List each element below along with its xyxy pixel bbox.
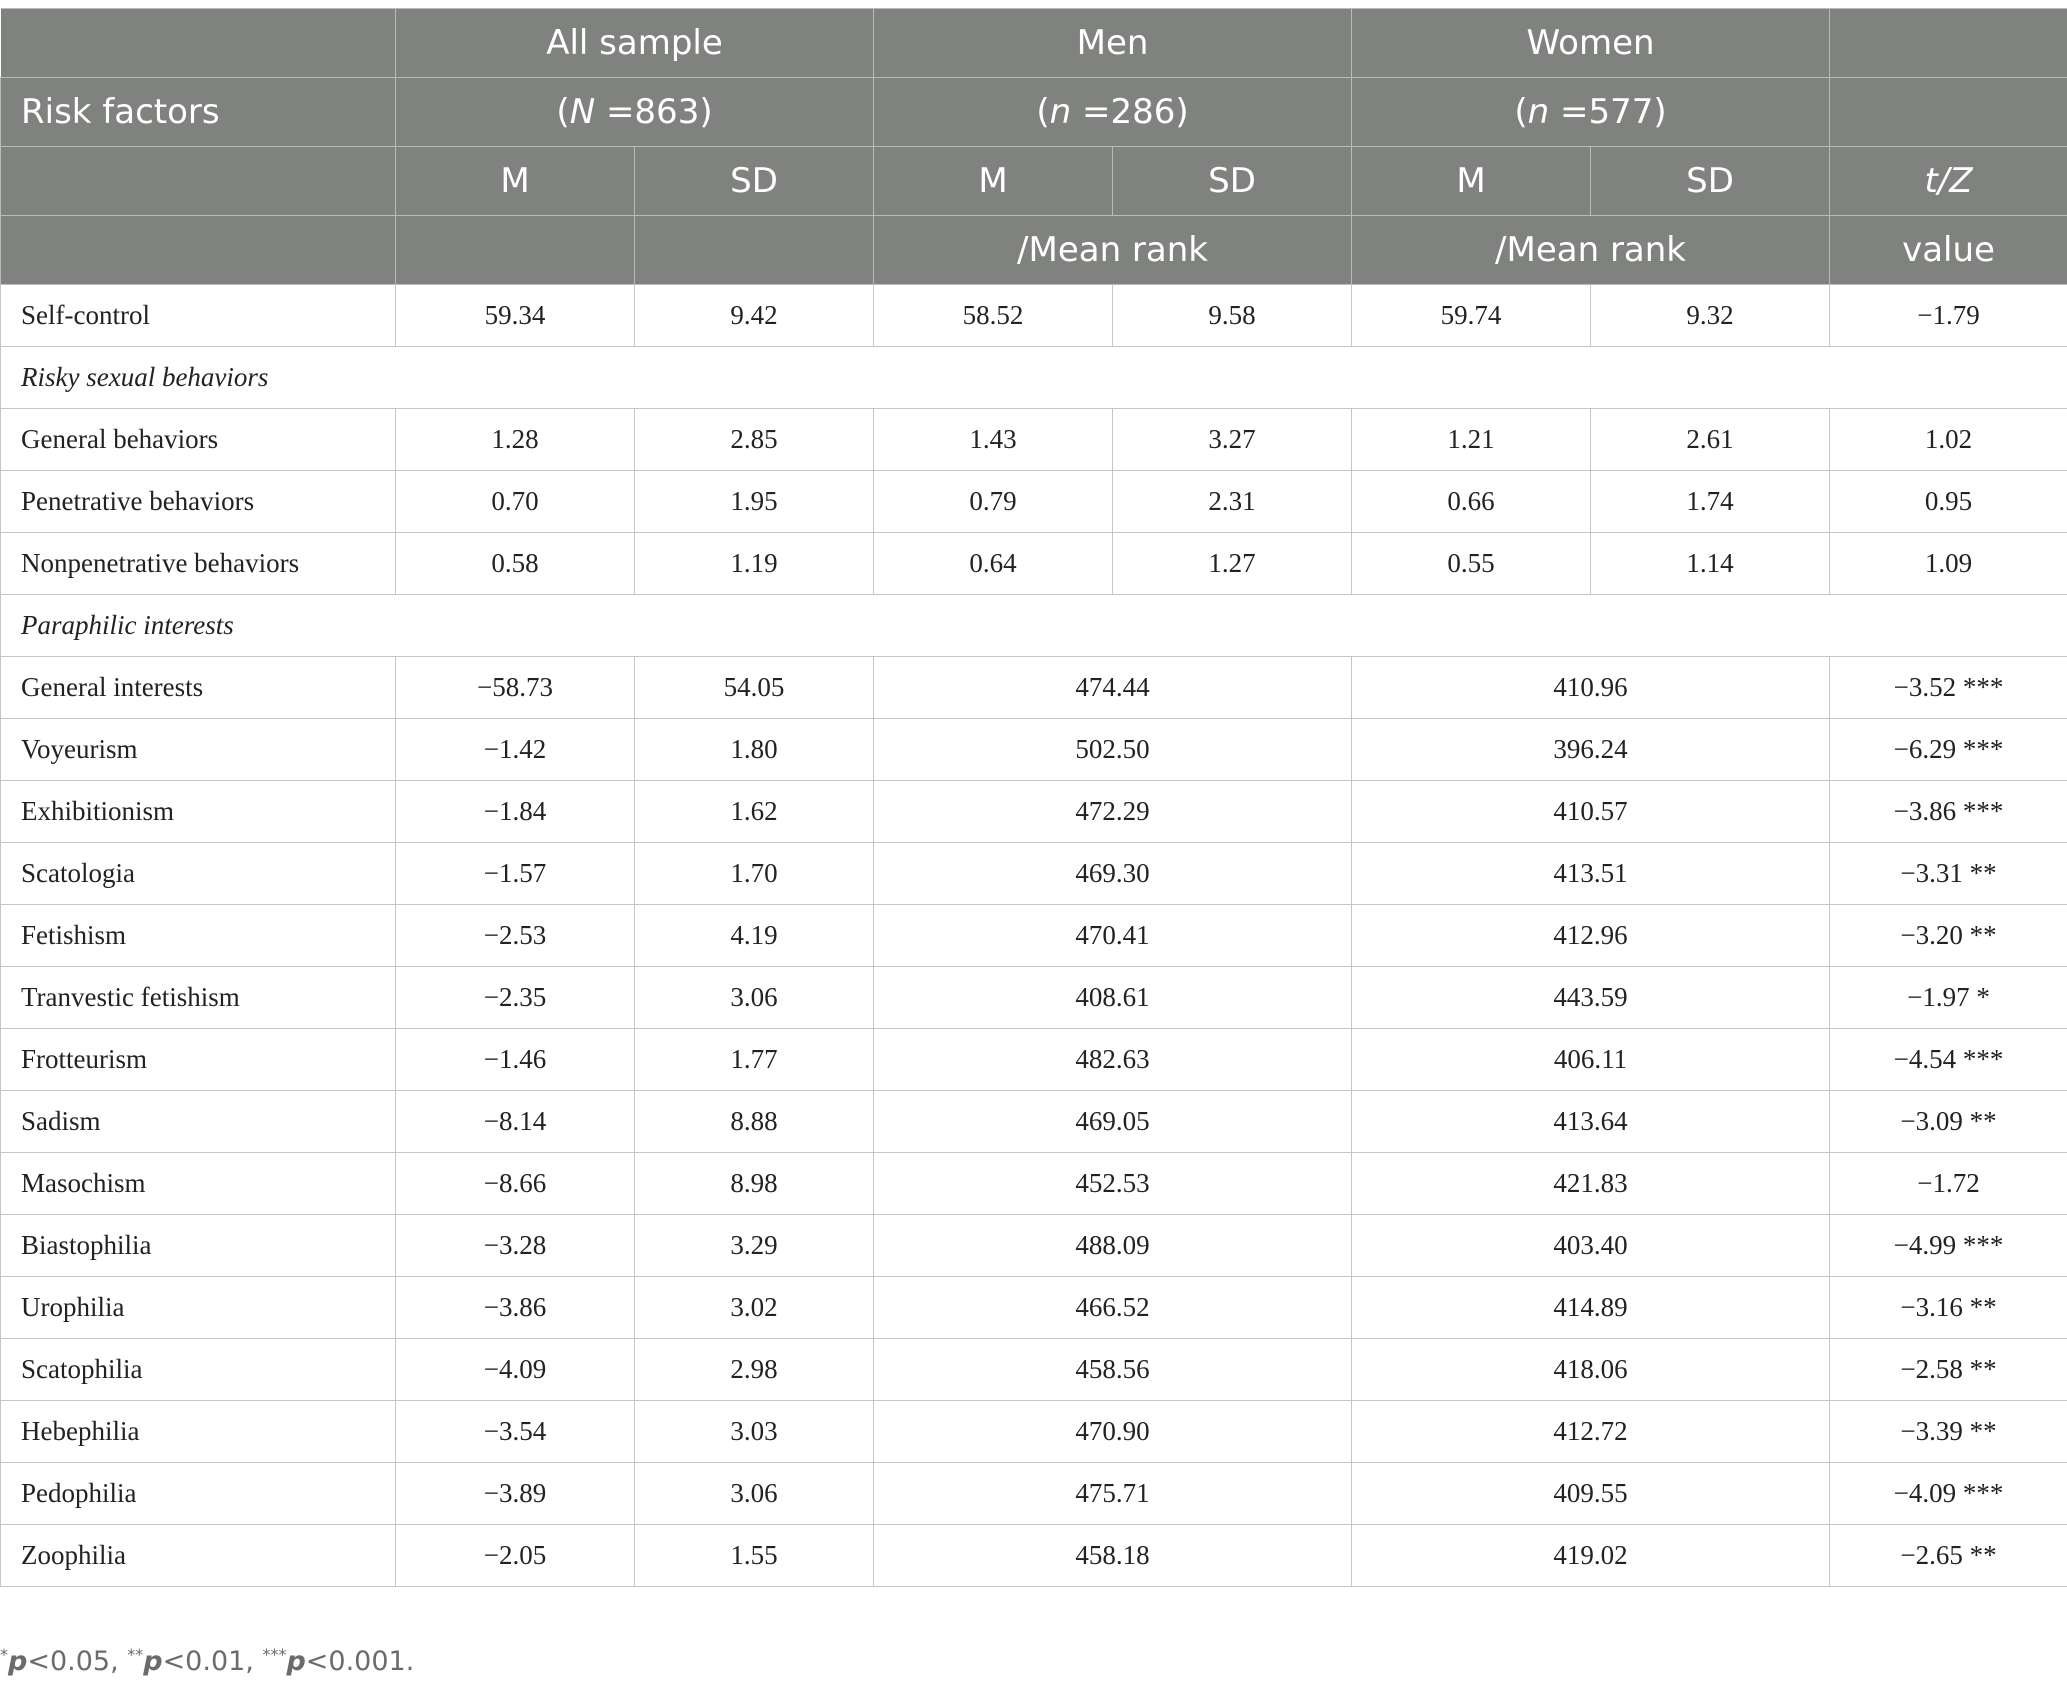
cell: 3.03 [635, 1401, 874, 1463]
header-blank-4 [1, 216, 396, 285]
header-all-sample: All sample [396, 9, 874, 78]
cell: −2.65 ** [1830, 1525, 2067, 1587]
cell: 482.63 [874, 1029, 1352, 1091]
footnote-text: <0.01, [162, 1646, 263, 1677]
cell: −1.46 [396, 1029, 635, 1091]
cell: −3.52 *** [1830, 657, 2067, 719]
cell: 466.52 [874, 1277, 1352, 1339]
cell: 1.09 [1830, 533, 2067, 595]
footnote-p: p [143, 1646, 163, 1677]
cell: 1.77 [635, 1029, 874, 1091]
header-women-n: (n =577) [1352, 78, 1830, 147]
table-row [1, 1525, 2067, 1587]
row-label: Pedophilia [1, 1463, 396, 1525]
header-men: Men [874, 9, 1352, 78]
cell: −3.86 [396, 1277, 635, 1339]
row-label: Fetishism [1, 905, 396, 967]
cell: 1.74 [1591, 471, 1830, 533]
cell: 59.74 [1352, 285, 1591, 347]
row-label: Urophilia [1, 1277, 396, 1339]
header-men-n: (n =286) [874, 78, 1352, 147]
cell: 0.95 [1830, 471, 2067, 533]
row-label: Frotteurism [1, 1029, 396, 1091]
cell: 4.19 [635, 905, 874, 967]
cell: 410.96 [1352, 657, 1830, 719]
cell: 452.53 [874, 1153, 1352, 1215]
row-label: Zoophilia [1, 1525, 396, 1587]
cell: 458.18 [874, 1525, 1352, 1587]
cell: 1.80 [635, 719, 874, 781]
table-row [1, 471, 2067, 533]
cell: 403.40 [1352, 1215, 1830, 1277]
row-label: Self-control [1, 285, 396, 347]
cell: −1.97 * [1830, 967, 2067, 1029]
n-value: =286 [1082, 92, 1176, 132]
header-blank-4c [635, 216, 874, 285]
cell: 421.83 [1352, 1153, 1830, 1215]
row-label: Masochism [1, 1153, 396, 1215]
header-all-sample-n: (N =863) [396, 78, 874, 147]
cell: 8.98 [635, 1153, 874, 1215]
header-risk-factors: Risk factors [1, 78, 396, 147]
cell: 458.56 [874, 1339, 1352, 1401]
cell: 408.61 [874, 967, 1352, 1029]
cell: 470.41 [874, 905, 1352, 967]
cell: 3.29 [635, 1215, 874, 1277]
cell: −3.09 ** [1830, 1091, 2067, 1153]
cell: 0.66 [1352, 471, 1591, 533]
cell: −3.28 [396, 1215, 635, 1277]
header-women: Women [1352, 9, 1830, 78]
row-label: Nonpenetrative behaviors [1, 533, 396, 595]
table-row [1, 1153, 2067, 1215]
n-value: =863 [605, 92, 700, 132]
table-row [1, 781, 2067, 843]
cell: 412.72 [1352, 1401, 1830, 1463]
n-symbol: N [569, 92, 596, 132]
header-men-mean-rank: /Mean rank [874, 216, 1352, 285]
cell: 1.55 [635, 1525, 874, 1587]
cell: −4.09 *** [1830, 1463, 2067, 1525]
cell: 0.55 [1352, 533, 1591, 595]
cell: 3.06 [635, 1463, 874, 1525]
cell: 406.11 [1352, 1029, 1830, 1091]
table-row [1, 533, 2067, 595]
cell: 502.50 [874, 719, 1352, 781]
row-label: Hebephilia [1, 1401, 396, 1463]
cell: 9.42 [635, 285, 874, 347]
cell: 472.29 [874, 781, 1352, 843]
row-label: General behaviors [1, 409, 396, 471]
cell: 418.06 [1352, 1339, 1830, 1401]
table-row [1, 1091, 2067, 1153]
table-header [1, 9, 2067, 285]
cell: 412.96 [1352, 905, 1830, 967]
cell: 1.21 [1352, 409, 1591, 471]
table-row [1, 1339, 2067, 1401]
cell: 469.05 [874, 1091, 1352, 1153]
cell: −1.57 [396, 843, 635, 905]
cell: −2.05 [396, 1525, 635, 1587]
cell: 58.52 [874, 285, 1113, 347]
header-m-women: M [1352, 147, 1591, 216]
header-blank-4b [396, 216, 635, 285]
cell: 1.62 [635, 781, 874, 843]
table-row [1, 1277, 2067, 1339]
cell: −3.39 ** [1830, 1401, 2067, 1463]
cell: −3.31 ** [1830, 843, 2067, 905]
cell: 419.02 [1352, 1525, 1830, 1587]
cell: 409.55 [1352, 1463, 1830, 1525]
row-label: General interests [1, 657, 396, 719]
row-label: Scatophilia [1, 1339, 396, 1401]
cell: 488.09 [874, 1215, 1352, 1277]
section-row [1, 595, 2067, 657]
row-label: Voyeurism [1, 719, 396, 781]
cell: 414.89 [1352, 1277, 1830, 1339]
header-blank-top [1830, 9, 2067, 78]
cell: 1.19 [635, 533, 874, 595]
section-risky-sexual-behaviors: Risky sexual behaviors [1, 347, 2067, 409]
header-row-3 [1, 147, 2067, 216]
header-blank-3 [1, 147, 396, 216]
cell: −3.16 ** [1830, 1277, 2067, 1339]
table-row [1, 657, 2067, 719]
table-row [1, 967, 2067, 1029]
cell: −4.99 *** [1830, 1215, 2067, 1277]
cell: 1.28 [396, 409, 635, 471]
footnote-marker: ** [127, 1645, 144, 1664]
table-body [1, 285, 2067, 1587]
cell: 396.24 [1352, 719, 1830, 781]
cell: 0.64 [874, 533, 1113, 595]
table-row [1, 1463, 2067, 1525]
table-row [1, 843, 2067, 905]
header-m-all: M [396, 147, 635, 216]
header-row-1 [1, 9, 2067, 78]
row-label: Exhibitionism [1, 781, 396, 843]
cell: −2.35 [396, 967, 635, 1029]
header-sd-all: SD [635, 147, 874, 216]
cell: −8.14 [396, 1091, 635, 1153]
header-sd-men: SD [1113, 147, 1352, 216]
cell: 8.88 [635, 1091, 874, 1153]
footnote-text: <0.05, [27, 1646, 128, 1677]
cell: 475.71 [874, 1463, 1352, 1525]
cell: 1.27 [1113, 533, 1352, 595]
cell: 1.95 [635, 471, 874, 533]
cell: −58.73 [396, 657, 635, 719]
cell: 9.32 [1591, 285, 1830, 347]
cell: −8.66 [396, 1153, 635, 1215]
cell: 3.27 [1113, 409, 1352, 471]
cell: 2.98 [635, 1339, 874, 1401]
cell: 1.02 [1830, 409, 2067, 471]
cell: 469.30 [874, 843, 1352, 905]
header-risk-factors-top [1, 9, 396, 78]
table-row [1, 1215, 2067, 1277]
row-label: Biastophilia [1, 1215, 396, 1277]
footnote-marker: * [0, 1645, 8, 1664]
table-row [1, 1401, 2067, 1463]
cell: 443.59 [1352, 967, 1830, 1029]
cell: 410.57 [1352, 781, 1830, 843]
table-row [1, 1029, 2067, 1091]
table-row [1, 719, 2067, 781]
header-sd-women: SD [1591, 147, 1830, 216]
cell: 9.58 [1113, 285, 1352, 347]
statistics-table [0, 8, 2067, 1587]
cell: −3.54 [396, 1401, 635, 1463]
cell: 474.44 [874, 657, 1352, 719]
cell: −1.42 [396, 719, 635, 781]
cell: 1.43 [874, 409, 1113, 471]
cell: 470.90 [874, 1401, 1352, 1463]
cell: 2.85 [635, 409, 874, 471]
cell: 2.61 [1591, 409, 1830, 471]
cell: −1.79 [1830, 285, 2067, 347]
table-row [1, 905, 2067, 967]
row-label: Sadism [1, 1091, 396, 1153]
table-row [1, 285, 2067, 347]
cell: 54.05 [635, 657, 874, 719]
cell: −4.09 [396, 1339, 635, 1401]
table-row [1, 409, 2067, 471]
section-paraphilic-interests: Paraphilic interests [1, 595, 2067, 657]
cell: −1.72 [1830, 1153, 2067, 1215]
cell: −3.86 *** [1830, 781, 2067, 843]
cell: 413.64 [1352, 1091, 1830, 1153]
row-label: Tranvestic fetishism [1, 967, 396, 1029]
section-row [1, 347, 2067, 409]
cell: 0.79 [874, 471, 1113, 533]
row-label: Scatologia [1, 843, 396, 905]
header-m-men: M [874, 147, 1113, 216]
footnote-marker: *** [262, 1645, 287, 1664]
header-women-mean-rank: /Mean rank [1352, 216, 1830, 285]
cell: 2.31 [1113, 471, 1352, 533]
cell: −3.89 [396, 1463, 635, 1525]
cell: 59.34 [396, 285, 635, 347]
n-value: =577 [1560, 92, 1654, 132]
cell: −3.20 ** [1830, 905, 2067, 967]
footnote-text: <0.001. [305, 1646, 415, 1677]
cell: −6.29 *** [1830, 719, 2067, 781]
footnote-p: p [286, 1646, 306, 1677]
cell: 3.02 [635, 1277, 874, 1339]
header-row-4 [1, 216, 2067, 285]
header-value: value [1830, 216, 2067, 285]
cell: 0.58 [396, 533, 635, 595]
n-symbol: n [1049, 92, 1072, 132]
cell: −4.54 *** [1830, 1029, 2067, 1091]
cell: −1.84 [396, 781, 635, 843]
cell: −2.53 [396, 905, 635, 967]
cell: −2.58 ** [1830, 1339, 2067, 1401]
n-symbol: n [1527, 92, 1550, 132]
cell: 413.51 [1352, 843, 1830, 905]
footnote-p: p [8, 1646, 28, 1677]
header-blank-2 [1830, 78, 2067, 147]
row-label: Penetrative behaviors [1, 471, 396, 533]
significance-footnote [0, 1645, 414, 1677]
cell: 0.70 [396, 471, 635, 533]
cell: 3.06 [635, 967, 874, 1029]
cell: 1.70 [635, 843, 874, 905]
header-row-2 [1, 78, 2067, 147]
cell: 1.14 [1591, 533, 1830, 595]
header-tz: t/Z [1830, 147, 2067, 216]
